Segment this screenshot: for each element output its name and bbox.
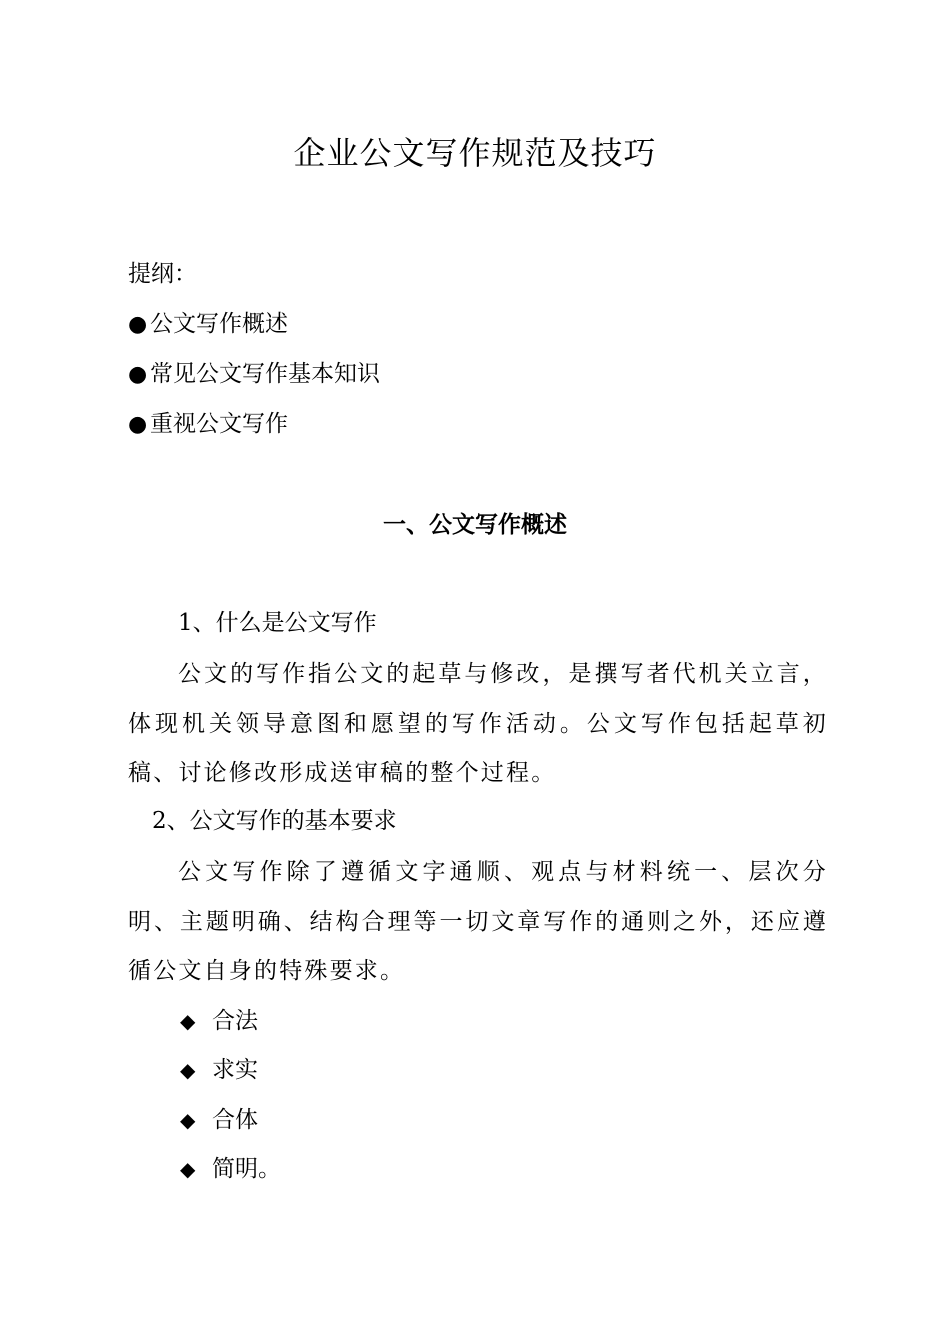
bullet-dot-icon: ● [128,312,148,337]
outline-item-text: 常见公文写作基本知识 [150,361,380,387]
requirement-item-text: 合法 [212,1008,258,1034]
outline-item-text: 公文写作概述 [150,311,288,337]
requirement-item-text: 求实 [212,1057,258,1083]
requirement-item [180,1054,258,1086]
paragraph: 公文写作除了遵循文字通顺、观点与材料统一、层次分明、主题明确、结构合理等一切文章写作的通则之外，还应遵循公文自身的特殊要求。 [128,859,828,984]
section-heading: 一、公文写作概述 [383,512,567,538]
outline-item [128,408,288,441]
bullet-dot-icon: ● [128,362,148,387]
bullet-dot-icon: ● [128,412,148,437]
requirement-item-text: 合体 [212,1107,258,1133]
paragraph: 公文的写作指公文的起草与修改，是撰写者代机关立言，体现机关领导意图和愿望的写作活动。公文写作包括起草初稿、讨论修改形成送审稿的整个过程。 [128,661,828,786]
outline-item [128,308,288,341]
subsection-heading: 2、公文写作的基本要求 [152,808,397,834]
requirement-item [180,1104,258,1136]
subsection-heading: 1、什么是公文写作 [178,610,377,636]
diamond-bullet-icon: ◆ [180,1108,196,1132]
outline-item [128,358,380,391]
diamond-bullet-icon: ◆ [180,1058,196,1082]
document-title: 企业公文写作规范及技巧 [293,134,657,172]
requirement-item [180,1005,258,1037]
diamond-bullet-icon: ◆ [180,1157,196,1181]
outline-label: 提纲： [128,261,197,287]
outline-item-text: 重视公文写作 [150,411,288,437]
requirement-item [180,1153,281,1185]
diamond-bullet-icon: ◆ [180,1009,196,1033]
requirement-item-text: 简明。 [212,1156,281,1182]
